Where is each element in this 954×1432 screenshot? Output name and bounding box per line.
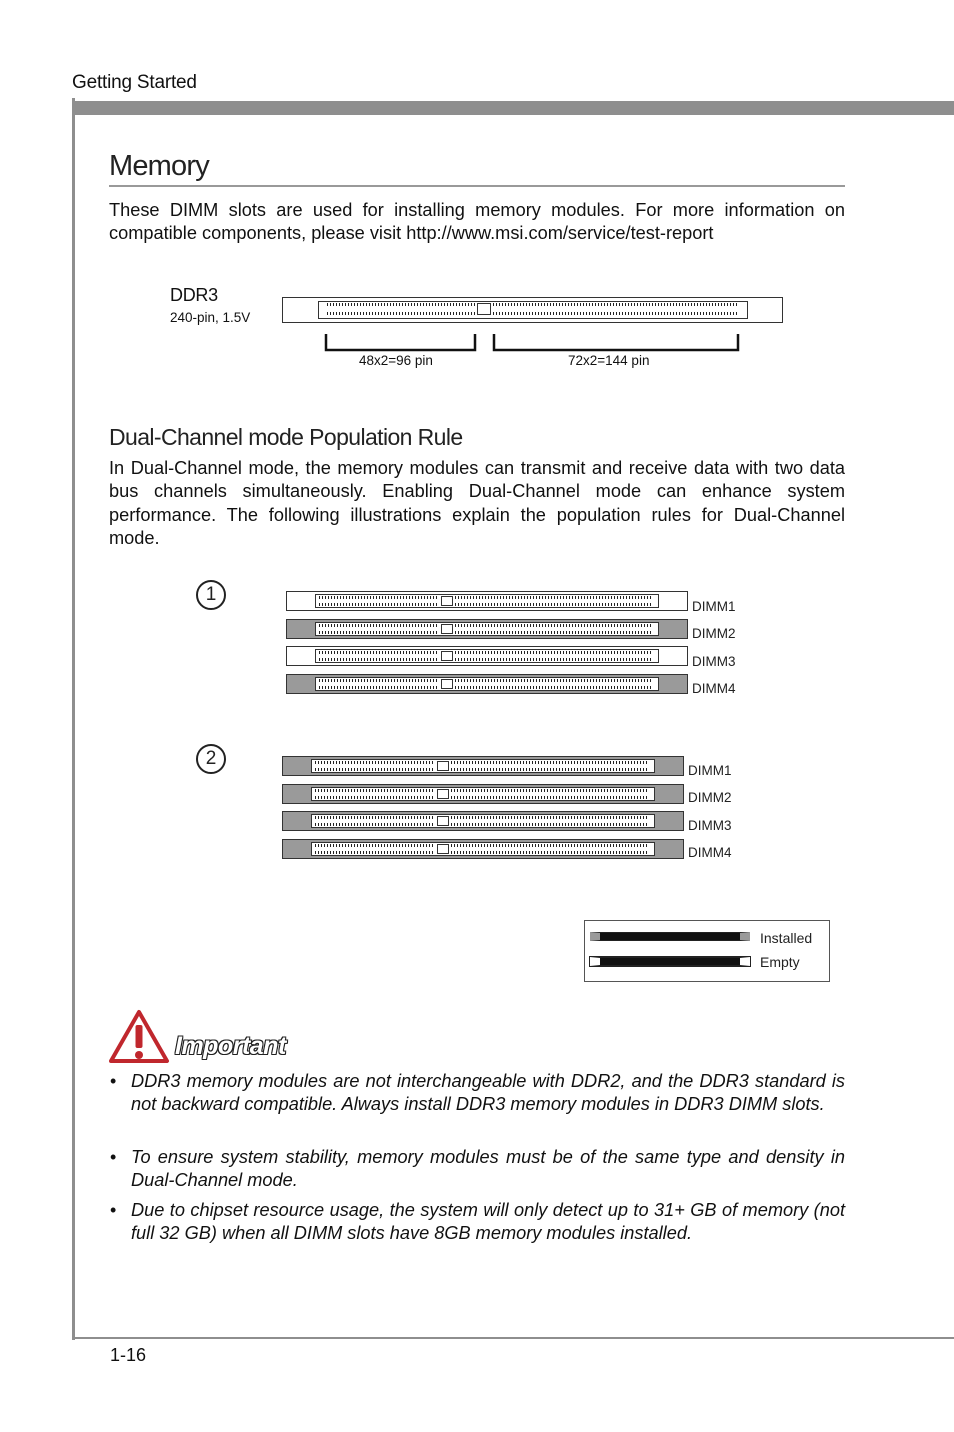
ddr3-pins-bottom-left xyxy=(327,312,477,315)
dual-channel-heading: Dual-Channel mode Population Rule xyxy=(109,424,463,450)
dimm-pin-row xyxy=(315,789,435,792)
warning-icon xyxy=(108,1008,170,1064)
dimm-notch xyxy=(441,651,453,661)
ddr3-pins-bottom-right xyxy=(493,312,738,315)
left-margin-rule xyxy=(72,98,75,1340)
dimm-slot-4 xyxy=(282,839,684,859)
top-bar-divider xyxy=(74,101,954,115)
config-2-dimm2-label: DIMM2 xyxy=(688,790,732,805)
dimm-pin-row xyxy=(455,596,653,599)
dimm-pin-row xyxy=(315,851,435,854)
dimm-pin-row xyxy=(319,624,439,627)
dimm-notch xyxy=(437,789,449,799)
config-1-dimm3-label: DIMM3 xyxy=(692,654,736,669)
dimm-notch xyxy=(441,679,453,689)
config-1-dimm1-label: DIMM1 xyxy=(692,599,736,614)
dimm-pin-row xyxy=(319,658,439,661)
dimm-pin-row xyxy=(455,631,653,634)
legend-installed-swatch xyxy=(590,932,750,941)
legend-installed-label: Installed xyxy=(760,930,813,946)
dimm-pin-row xyxy=(319,603,439,606)
dimm-notch xyxy=(441,596,453,606)
dimm-pin-row xyxy=(319,596,439,599)
memory-intro: These DIMM slots are used for installing memory modules. For more information on compatible components, please visit http://www.msi.com/service/test-report xyxy=(109,200,845,244)
legend-box xyxy=(584,920,830,982)
dimm-pin-row xyxy=(315,844,435,847)
important-bullet-2: To ensure system stability, memory modules must be of the same type and density in Dual-Channel mode. xyxy=(131,1147,845,1191)
section-header: Getting Started xyxy=(72,72,197,93)
config-2-dimm1-label: DIMM1 xyxy=(688,763,732,778)
bullet-marker: • xyxy=(110,1200,117,1220)
dimm-notch xyxy=(437,816,449,826)
config-1-badge: 1 xyxy=(196,580,226,610)
dimm-pin-row xyxy=(451,796,649,799)
right-pin-count: 72x2=144 pin xyxy=(568,353,650,368)
dimm-pin-row xyxy=(451,844,649,847)
config-1-dimm4-label: DIMM4 xyxy=(692,681,736,696)
dimm-pin-row xyxy=(455,603,653,606)
dimm-pin-row xyxy=(315,761,435,764)
dimm-notch xyxy=(441,624,453,634)
dimm-notch xyxy=(437,761,449,771)
dimm-slot-2 xyxy=(286,619,688,639)
dimm-slot-1 xyxy=(282,756,684,776)
dimm-notch xyxy=(437,844,449,854)
dimm-pin-row xyxy=(451,789,649,792)
dimm-pin-row xyxy=(315,823,435,826)
dimm-pin-row xyxy=(315,768,435,771)
important-bullet-3: Due to chipset resource usage, the system will only detect up to 31+ GB of memory (not full 32 GB) when all DIMM slots have 8GB memory modules installed. xyxy=(131,1200,845,1244)
ddr3-pins-top-right xyxy=(493,303,738,306)
important-heading: Important xyxy=(175,1032,286,1060)
dimm-pin-row xyxy=(451,851,649,854)
ddr3-pins-top-left xyxy=(327,303,477,306)
page-number: 1-16 xyxy=(110,1345,147,1365)
dimm-pin-row xyxy=(319,631,439,634)
dimm-slot-3 xyxy=(286,646,688,666)
dimm-pin-row xyxy=(451,768,649,771)
dimm-pin-row xyxy=(455,658,653,661)
legend-empty-label: Empty xyxy=(760,954,800,970)
dimm-pin-row xyxy=(451,816,649,819)
dimm-slot-1 xyxy=(286,591,688,611)
dimm-pin-row xyxy=(319,651,439,654)
config-2-badge: 2 xyxy=(196,744,226,774)
bottom-rule xyxy=(72,1337,954,1339)
dimm-slot-4 xyxy=(286,674,688,694)
ddr3-slot-diagram xyxy=(282,297,783,323)
config-2-dimm3-label: DIMM3 xyxy=(688,818,732,833)
config-2-dimm4-label: DIMM4 xyxy=(688,845,732,860)
ddr3-notch xyxy=(477,303,491,315)
important-bullet-1: DDR3 memory modules are not interchangeable with DDR2, and the DDR3 standard is not backward compatible. Always install DDR3 memory modules in DDR3 DIMM slots. xyxy=(131,1071,845,1115)
dimm-pin-row xyxy=(455,624,653,627)
bullet-marker: • xyxy=(110,1071,117,1091)
dimm-pin-row xyxy=(451,761,649,764)
dimm-pin-row xyxy=(315,816,435,819)
left-pin-count: 48x2=96 pin xyxy=(359,353,433,368)
dimm-slot-3 xyxy=(282,811,684,831)
dual-channel-text: In Dual-Channel mode, the memory modules can transmit and receive data with two data bus channels simultaneously. Enabling Dual-Channel mode can enhance system performance. The following illustrations explain the population rules for Dual-Channel mode. xyxy=(109,458,845,548)
bullet-marker: • xyxy=(110,1147,117,1167)
pin-brackets xyxy=(320,332,745,354)
title-underline xyxy=(109,185,845,187)
dimm-pin-row xyxy=(319,686,439,689)
page-title: Memory xyxy=(109,150,209,182)
dimm-pin-row xyxy=(315,796,435,799)
dimm-pin-row xyxy=(455,686,653,689)
dimm-pin-row xyxy=(319,679,439,682)
legend-empty-swatch xyxy=(590,957,750,966)
dimm-slot-2 xyxy=(282,784,684,804)
dimm-pin-row xyxy=(451,823,649,826)
ddr3-spec: 240-pin, 1.5V xyxy=(170,310,251,325)
dimm-pin-row xyxy=(455,679,653,682)
dimm-pin-row xyxy=(455,651,653,654)
config-1-dimm2-label: DIMM2 xyxy=(692,626,736,641)
ddr3-label: DDR3 xyxy=(170,285,218,305)
